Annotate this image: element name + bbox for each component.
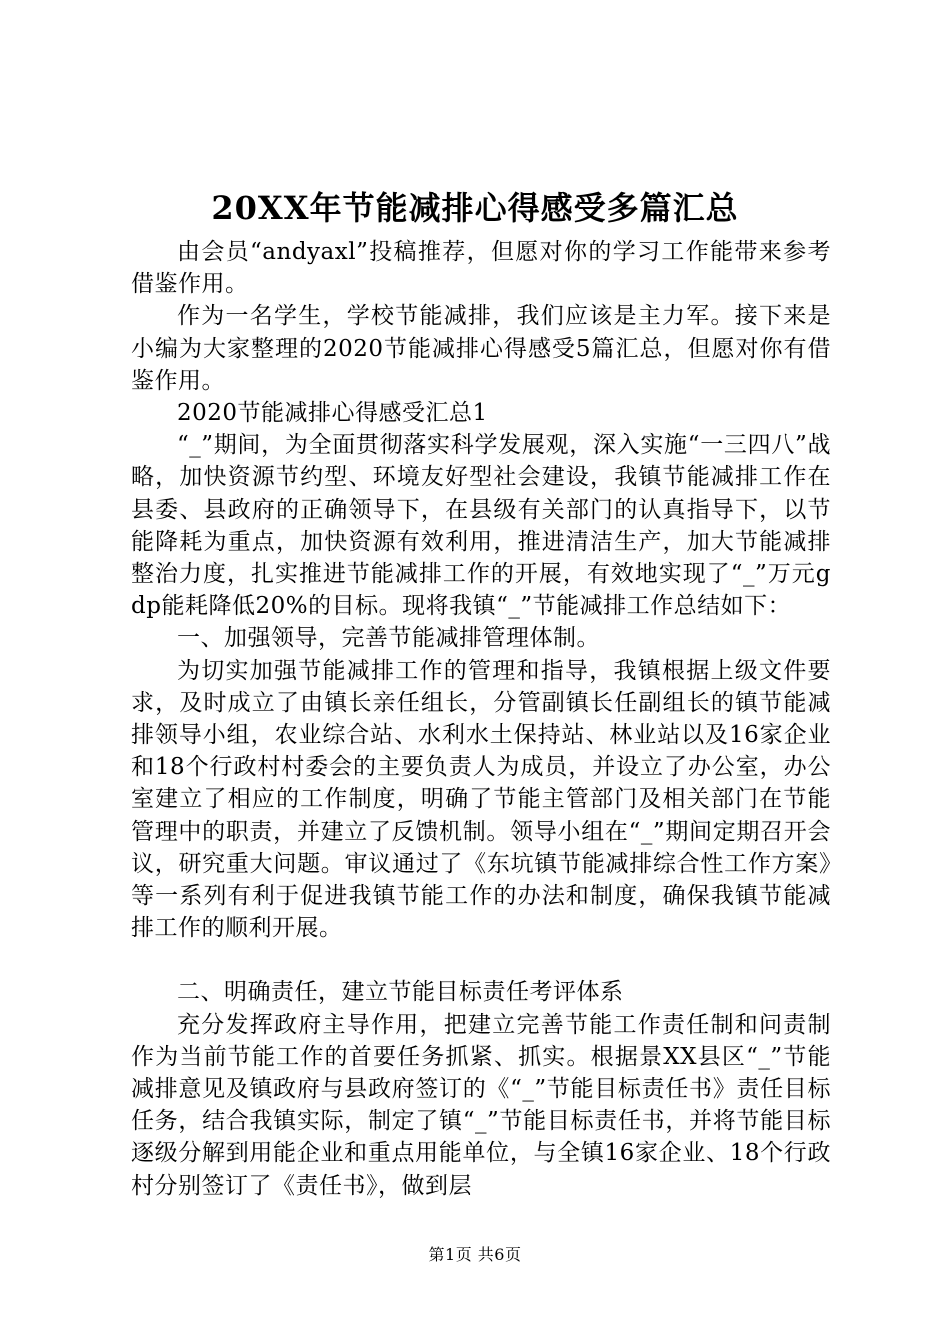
section-title: 2020节能减排心得感受汇总1: [177, 400, 488, 427]
preface-paragraph: 作为一名学生，学校节能减排，我们应该是主力军。接下来是小编为大家整理的2020节能减排心得感受5篇汇总，但愿对你有借鉴作用。: [131, 303, 831, 394]
body-paragraph: 为切实加强节能减排工作的管理和指导，我镇根据上级文件要求，及时成立了由镇长亲任组长，分管副镇长任副组长的镇节能减排领导小组，农业综合站、水利水土保持站、林业站以及16家企业和18个行政村村委会的主要负责人为成员，并设立了办公室，办公室建立了相应的工作制度，明确了节能主管部门及相关部门在节能管理中的职责，并建立了反馈机制。领导小组在“_”期间定期召开会议，研究重大问题。审议通过了《东坑镇节能减排综合性工作方案》等一系列有利于促进我镇节能工作的办法和制度，确保我镇节能减排工作的顺利开展。: [131, 657, 831, 942]
document-title: 20XX年节能减排心得感受多篇汇总: [211, 189, 739, 227]
body-paragraph: “_”期间，为全面贯彻落实科学发展观，深入实施“一三四八”战略，加快资源节约型、环境友好型社会建设，我镇节能减排工作在县委、县政府的正确领导下，在县级有关部门的认真指导下，以节能降耗为重点，加快资源有效利用，推进清洁生产，加大节能减排整治力度，扎实推进节能减排工作的开展，有效地实现了“_”万元gdp能耗降低20%的目标。现将我镇“_”节能减排工作总结如下：: [131, 432, 831, 620]
body-paragraph: 充分发挥政府主导作用，把建立完善节能工作责任制和问责制作为当前节能工作的首要任务抓紧、抓实。根据景XX县区“_”节能减排意见及镇政府与县政府签订的《“_”节能目标责任书》责任目标任务，结合我镇实际，制定了镇“_”节能目标责任书，并将节能目标逐级分解到用能企业和重点用能单位，与全镇16家企业、18个行政村分别签订了《责任书》，做到层: [131, 1011, 831, 1199]
document-body: [131, 236, 831, 1202]
page-footer: 第1页 共6页: [428, 1245, 522, 1264]
intro-paragraph: 由会员“andyaxl”投稿推荐，但愿对你的学习工作能带来参考借鉴作用。: [131, 239, 831, 298]
paragraph-gap: [131, 944, 831, 976]
subheading: 二、明确责任，建立节能目标责任考评体系: [177, 979, 624, 1006]
subheading: 一、加强领导，完善节能减排管理体制。: [177, 625, 600, 652]
